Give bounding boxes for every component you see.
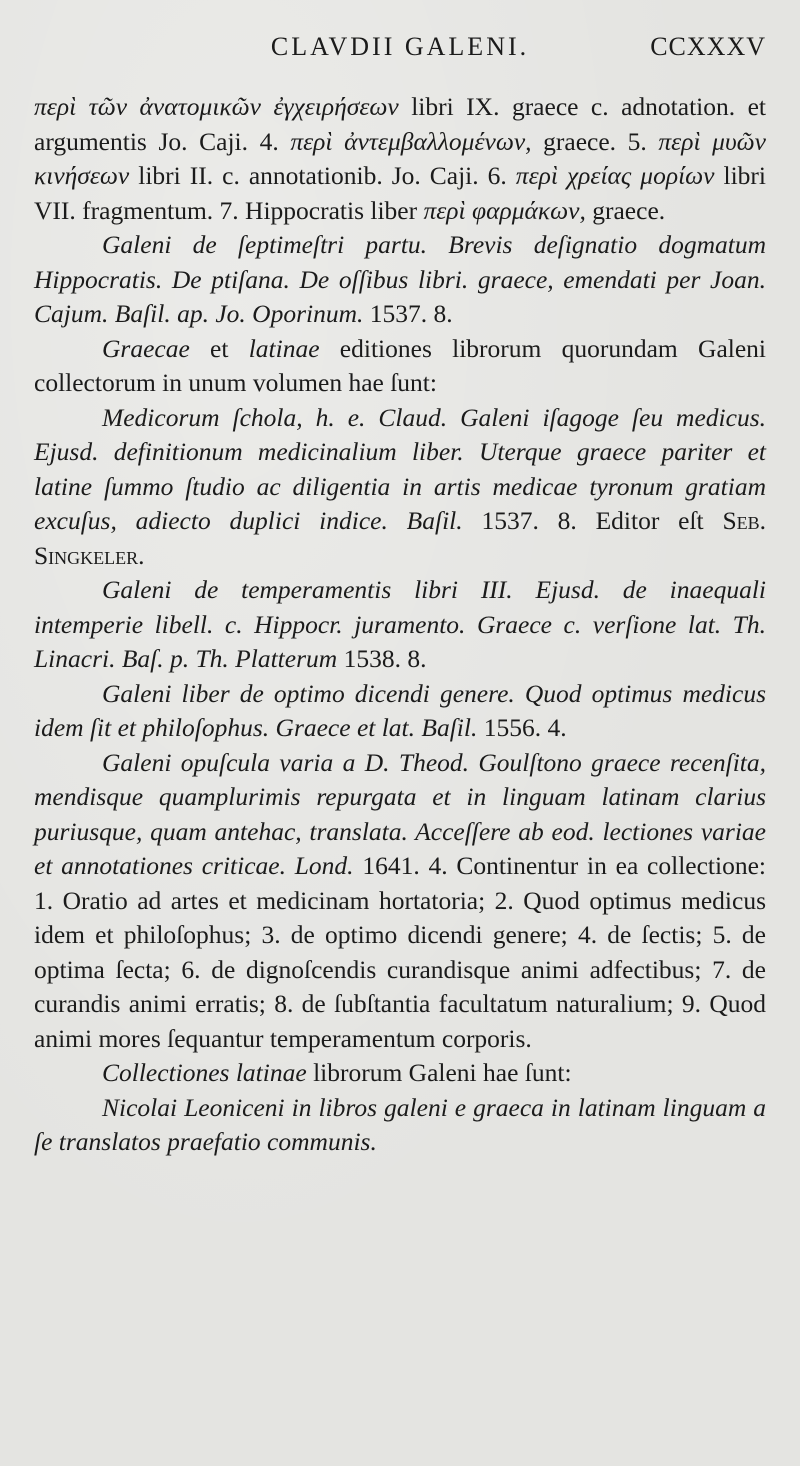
text-run: 1537. 8. Editor eſt xyxy=(462,506,723,535)
text-run: Nicolai Leoniceni in libros galeni e graeca in latinam linguam a ſe translatos praefatio communis. xyxy=(34,1092,766,1156)
text-run: Galeni liber de optimo dicendi genere. Quod optimus medicus idem ſit et philoſophus. Graece et lat. Baſil. xyxy=(34,678,766,742)
text-run: librorum Galeni hae ſunt: xyxy=(306,1058,572,1087)
text-run: περὶ χρείας μορίων xyxy=(515,161,715,190)
text-run: περὶ τῶν ἀνατομικῶν ἐγχειρήσεων xyxy=(34,92,399,121)
paragraph-p4 xyxy=(34,401,766,574)
text-run: libri II. c. annotationib. Jo. Caji. 6. xyxy=(129,161,516,190)
paragraph-p5 xyxy=(34,573,766,677)
text-run: et xyxy=(189,333,249,363)
text-run: περὶ μυῶν κινήσεων xyxy=(34,126,766,190)
text-run: Medicorum ſchola, h. e. Claud. Galeni iſagoge ſeu medicus. Ejusd. definitionum medicinalium liber. Uterque graece pariter et latine ſummo ſtudio ac diligentia in artis medicae tyronum gratiam excuſus, adiecto duplici indice. Baſil. xyxy=(34,402,766,535)
text-run: 1537. 8. xyxy=(363,299,453,328)
paragraph-p3 xyxy=(34,332,766,401)
paragraph-p6 xyxy=(34,677,766,746)
text-run: 1556. 4. xyxy=(477,713,567,742)
text-run: libri IX. graece c. adnotation. et argumentis Jo. Caji. 4. xyxy=(34,92,767,156)
running-title: CLAVDII GALENI. xyxy=(270,32,530,61)
text-run: περὶ φαρμάκων, xyxy=(423,195,586,225)
running-header xyxy=(34,28,766,68)
page-body xyxy=(34,90,766,1160)
text-run: editiones librorum quorundam Galeni collectorum in unum volumen hae ſunt: xyxy=(34,333,766,397)
paragraph-p9 xyxy=(34,1091,766,1160)
text-run: graece. xyxy=(585,195,666,225)
page-number: CCXXXV xyxy=(650,32,766,61)
text-run: Collectiones latinae xyxy=(102,1058,307,1087)
paragraph-p1 xyxy=(34,90,766,228)
text-run: Galeni opuſcula varia a D. Theod. Goulſtono graece recenſita, mendisque quamplurimis repurgata et in linguam latinam clarius puriusque, quam antehac, translata. Acceſſere ab eod. lectiones variae et annotationes criticae. Lond. xyxy=(34,747,766,880)
text-run: libri VII. fragmentum. 7. Hippocratis liber xyxy=(34,161,767,225)
text-run: Galeni de temperamentis libri III. Ejusd. de inaequali intemperie libell. c. Hippocr. juramento. Graece c. verſione lat. Th. Linacri. Baſ. p. Th. Platterum xyxy=(34,575,766,673)
text-run: Seb. Singkeler. xyxy=(34,506,766,570)
text-run: graece. 5. xyxy=(531,126,659,156)
text-run: Galeni de ſeptimeſtri partu. Brevis deſignatio dogmatum Hippocratis. De ptiſana. De oſſibus libri. graece, emendati per Joan. Cajum. Baſil. ap. Jo. Oporinum. xyxy=(34,230,766,328)
text-run: 1538. 8. xyxy=(337,644,427,673)
text-run: latinae xyxy=(248,333,320,363)
text-run: Graecae xyxy=(102,333,190,363)
paragraph-p7 xyxy=(34,746,766,1057)
paragraph-p8 xyxy=(34,1056,766,1091)
text-run: περὶ ἀντεμβαλλομένων, xyxy=(290,126,532,156)
text-run: 1641. 4. Continentur in ea collectione: 1. Oratio ad artes et medicinam hortatoria; 2. Quod optimus medicus idem et philoſophus; 3. de optimo dicendi genere; 4. de ſectis; 5. de optima ſecta; 6. de dignoſcendis curandisque animi adfectibus; 7. de curandis animi erratis; 8. de ſubſtantia facultatum naturalium; 9. Quod animi mores ſequantur temperamentum corporis. xyxy=(34,851,766,1053)
paragraph-p2 xyxy=(34,228,766,332)
